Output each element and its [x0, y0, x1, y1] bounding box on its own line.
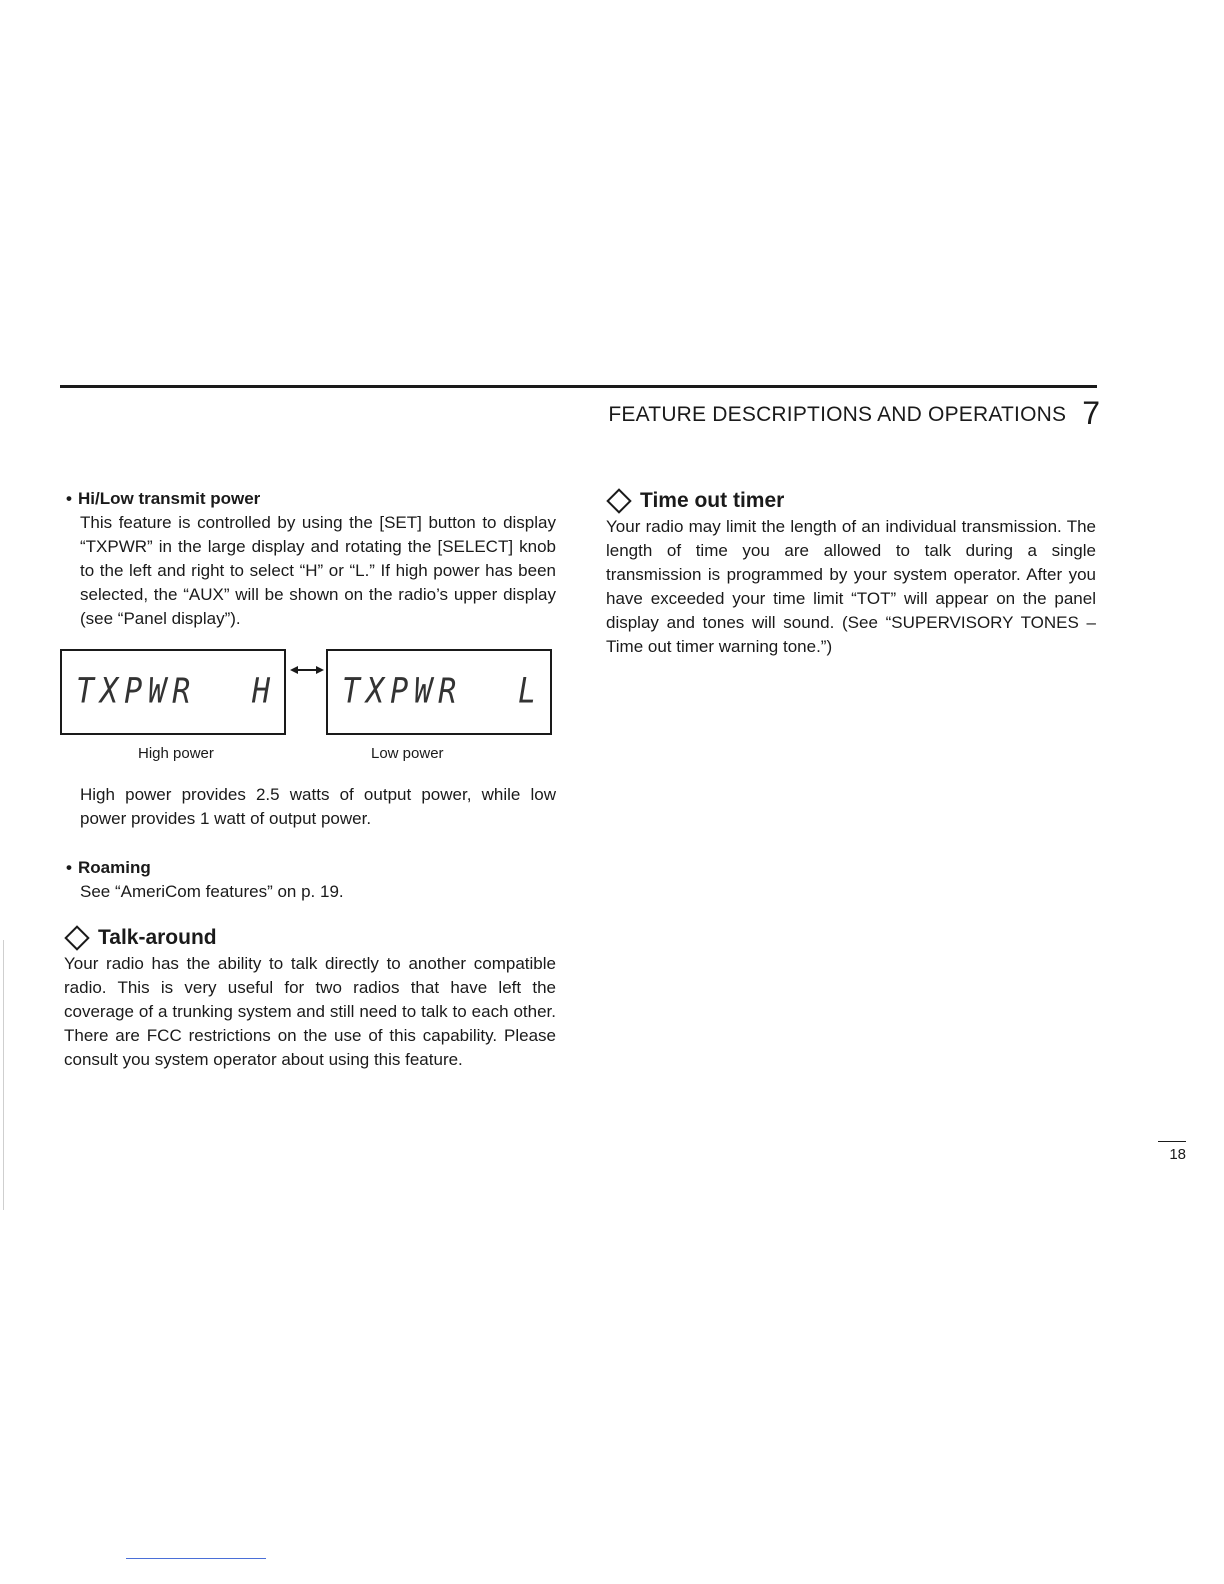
roaming-heading-text: Roaming	[78, 858, 151, 877]
hilow-text: This feature is controlled by using the [SET] button to display “TXPWR” in the large display and rotating the [SELECT] knob to the left and right to select “H” or “L.” If high power has been selected, the “AUX” will be shown on the radio’s upper display (see “Panel display”).	[80, 513, 556, 628]
bullet-icon: •	[66, 858, 72, 877]
page-header	[608, 396, 1100, 430]
right-column	[606, 487, 1096, 659]
caption-high-power: High power	[138, 745, 214, 762]
left-column	[64, 487, 556, 1072]
diamond-icon	[606, 488, 631, 513]
talkaround-text: Your radio has the ability to talk directly to another compatible radio. This is very useful for two radios that have left the coverage of a trunking system and still need to talk to each other. There are FCC restrictions on the use of this capability. Please consult you system operator about using this feature.	[64, 954, 556, 1069]
caption-low-power: Low power	[371, 745, 444, 762]
bottom-mark	[126, 1558, 266, 1559]
chapter-number: 7	[1082, 395, 1100, 431]
roaming-heading	[66, 856, 556, 880]
scan-edge-line	[3, 940, 4, 1210]
hilow-heading	[66, 487, 556, 511]
bullet-icon: •	[66, 489, 72, 508]
header-rule	[60, 385, 1097, 388]
talkaround-heading	[64, 924, 556, 952]
tot-text: Your radio may limit the length of an individual transmission. The length of time you are allowed to talk during a single transmission is programmed by your system operator. After you have exceeded your time limit “TOT” will appear on the panel display and tones will sound. (See “SUPERVISORY TONES – Time out timer warning tone.”)	[606, 517, 1096, 656]
tot-heading-text: Time out timer	[640, 489, 785, 512]
diamond-icon	[64, 925, 89, 950]
lcd-low-power	[326, 649, 552, 735]
lcd-low-text: TXPWR	[342, 671, 463, 712]
hilow-heading-text: Hi/Low transmit power	[78, 489, 261, 508]
lcd-captions	[64, 739, 556, 769]
lcd-high-power	[60, 649, 286, 735]
page-number: 18	[1158, 1141, 1186, 1168]
lcd-high-value: H	[251, 671, 270, 712]
lcd-low-value: L	[517, 671, 536, 712]
double-arrow-icon	[290, 663, 324, 677]
roaming-text: See “AmeriCom features” on p. 19.	[80, 882, 344, 901]
hilow-after-text: High power provides 2.5 watts of output power, while low power provides 1 watt of output power.	[80, 785, 556, 828]
lcd-high-text: TXPWR	[76, 671, 197, 712]
talkaround-heading-text: Talk-around	[98, 926, 217, 949]
tot-heading	[606, 487, 1096, 515]
header-title: FEATURE DESCRIPTIONS AND OPERATIONS	[608, 403, 1067, 426]
lcd-figure	[64, 649, 556, 739]
